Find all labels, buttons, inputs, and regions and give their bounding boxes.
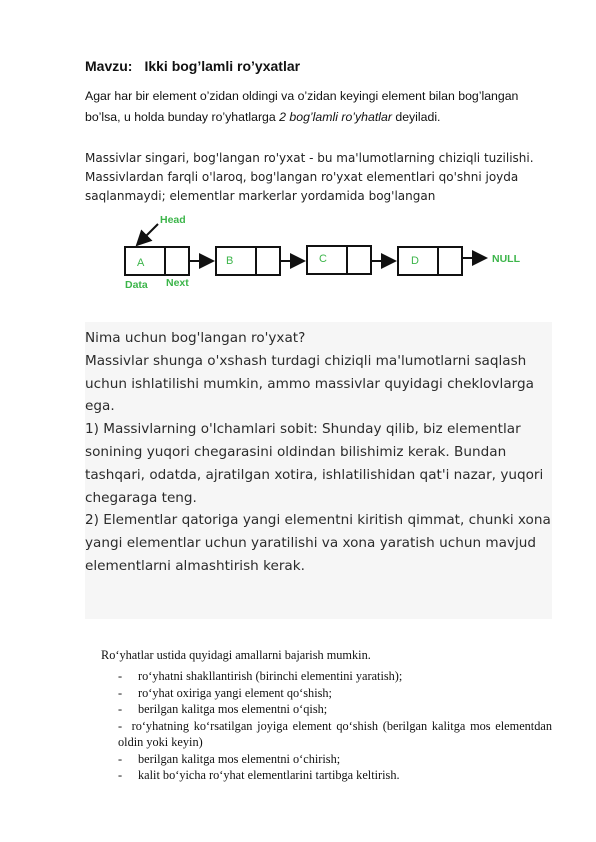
list-item: - ro‘yhat oxiriga yangi element qo‘shish; — [118, 685, 332, 700]
node-a-label: A — [137, 257, 145, 269]
linked-list-definition: Massivlar singari, bog'langan ro'yxat - bu ma'lumotlarning chiziqli tuzilishi. Massivlardan farqli o'laroq, bog'langan ro'yxat elementlari qo'shni joyda saqlanmaydi; elementlar markerlar yordamida bog'langan — [85, 151, 534, 203]
null-label: NULL — [492, 253, 520, 265]
node-c-label: C — [319, 253, 327, 265]
head-arrow — [137, 224, 158, 245]
node-d-label: D — [411, 255, 419, 267]
page-title — [85, 58, 300, 74]
intro-emphasis: 2 bog’lamli ro’yhatlar — [279, 110, 392, 124]
node-a — [125, 247, 189, 275]
list-item: - berilgan kalitga mos elementni o‘qish; — [118, 702, 328, 716]
intro-text-end: deyiladi. — [391, 110, 441, 124]
topic-label: Mavzu: — [85, 58, 133, 74]
linked-list-diagram — [100, 208, 540, 298]
intro-text-start: Agar har bir element o’zidan oldingi va o’zidan keyingi element bilan bog’langan bo’lsa, u holda bunday ro’yhatlarga — [85, 89, 519, 124]
next-label: Next — [166, 277, 189, 289]
why-heading: Nima uchun bog'langan ro'yxat? — [85, 330, 306, 346]
operations-list — [85, 668, 552, 784]
why-paragraph-1: Massivlar shunga o'xshash turdagi chiziqli ma'lumotlarni saqlash uchun ishlatilishi mumkin, ammo massivlar quyidagi cheklovlarga ega. — [85, 352, 534, 415]
operations-intro: Ro‘yhatlar ustida quyidagi amallarni bajarish mumkin. — [101, 648, 371, 662]
node-b-label: B — [226, 255, 234, 267]
data-label: Data — [125, 279, 148, 291]
list-item: - ro‘yhatni shakllantirish (birinchi elementini yaratish); — [118, 669, 403, 683]
node-b — [216, 247, 280, 275]
intro-paragraph — [85, 86, 545, 128]
node-c — [307, 246, 371, 274]
head-label: Head — [160, 214, 186, 226]
topic-title: Ikki bog’lamli ro’yxatlar — [144, 58, 301, 74]
why-paragraph-2: 1) Massivlarning o'lchamlari sobit: Shunday qilib, biz elementlar sonining yuqori chegarasini oldindan bilishimiz kerak. Bundan tashqari, odatda, ajratilgan xotira, ishlatilishidan qat'i nazar, yuqori chegaraga teng. — [85, 421, 544, 506]
why-paragraph-3: 2) Elementlar qatoriga yangi elementni kiritish qimmat, chunki xona yangi elementlar uchun yaratilishi va xona yaratish uchun mavjud elementlarni almashtirish kerak. — [85, 512, 551, 574]
list-item: - ro‘yhatning ko‘rsatilgan joyiga element qo‘shish (berilgan kalitga mos elementdan oldin yoki keyin) — [118, 718, 552, 749]
node-d — [398, 247, 462, 275]
list-item: - berilgan kalitga mos elementni o‘chirish; — [118, 751, 341, 766]
list-item: - kalit bo‘yicha ro‘yhat elementlarini tartibga keltirish. — [118, 768, 400, 782]
why-section — [85, 327, 555, 578]
